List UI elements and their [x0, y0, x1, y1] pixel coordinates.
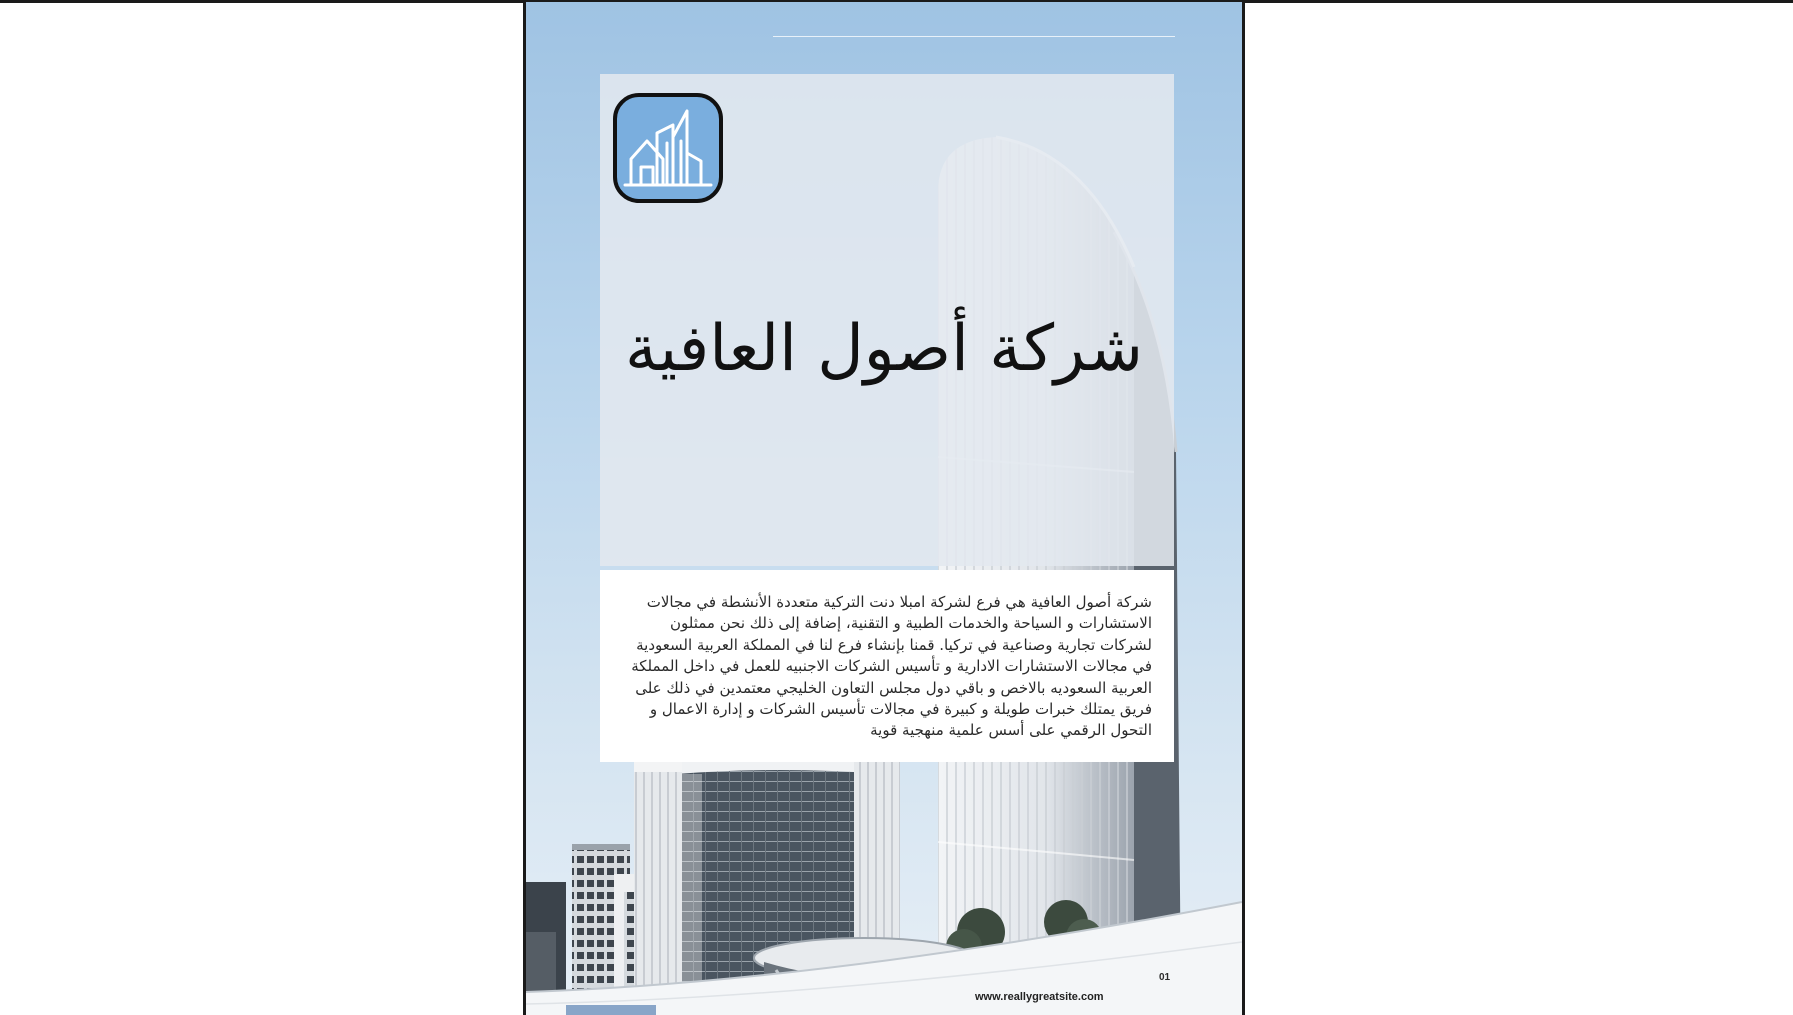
decorative-line [773, 36, 1175, 37]
buildings-outline-icon [617, 97, 719, 199]
page-number: 01 [1159, 972, 1171, 983]
body-paragraph: شركة أصول العافية هي فرع لشركة امبلا دنت التركية متعددة الأنشطة في مجالات الاستشارات و السياحة والخدمات الطبية و التقنية، إضافة إلى ذلك نحن ممثلون لشركات تجارية وصناعية في تركيا. قمنا بإنشاء فرع لنا في المملكة العربية السعودية في مجالات الاستشارات الادارية و تأسيس الشركات الاجنبيه للعمل في داخل المملكة العربية السعوديه بالاخص و باقي دول مجلس التعاون الخليجي معتمدين في ذلك على فريق يمتلك خبرات طويلة و كبيرة في مجالات تأسيس الشركات و إدارة الاعمال و التحول الرقمي على أسس علمية منهجية قوية [631, 593, 1152, 740]
company-logo [613, 93, 723, 203]
page-title: شركة أصول العافية [625, 312, 1143, 386]
document-page [523, 2, 1245, 1015]
website-url: www.reallygreatsite.com [975, 991, 1104, 1003]
